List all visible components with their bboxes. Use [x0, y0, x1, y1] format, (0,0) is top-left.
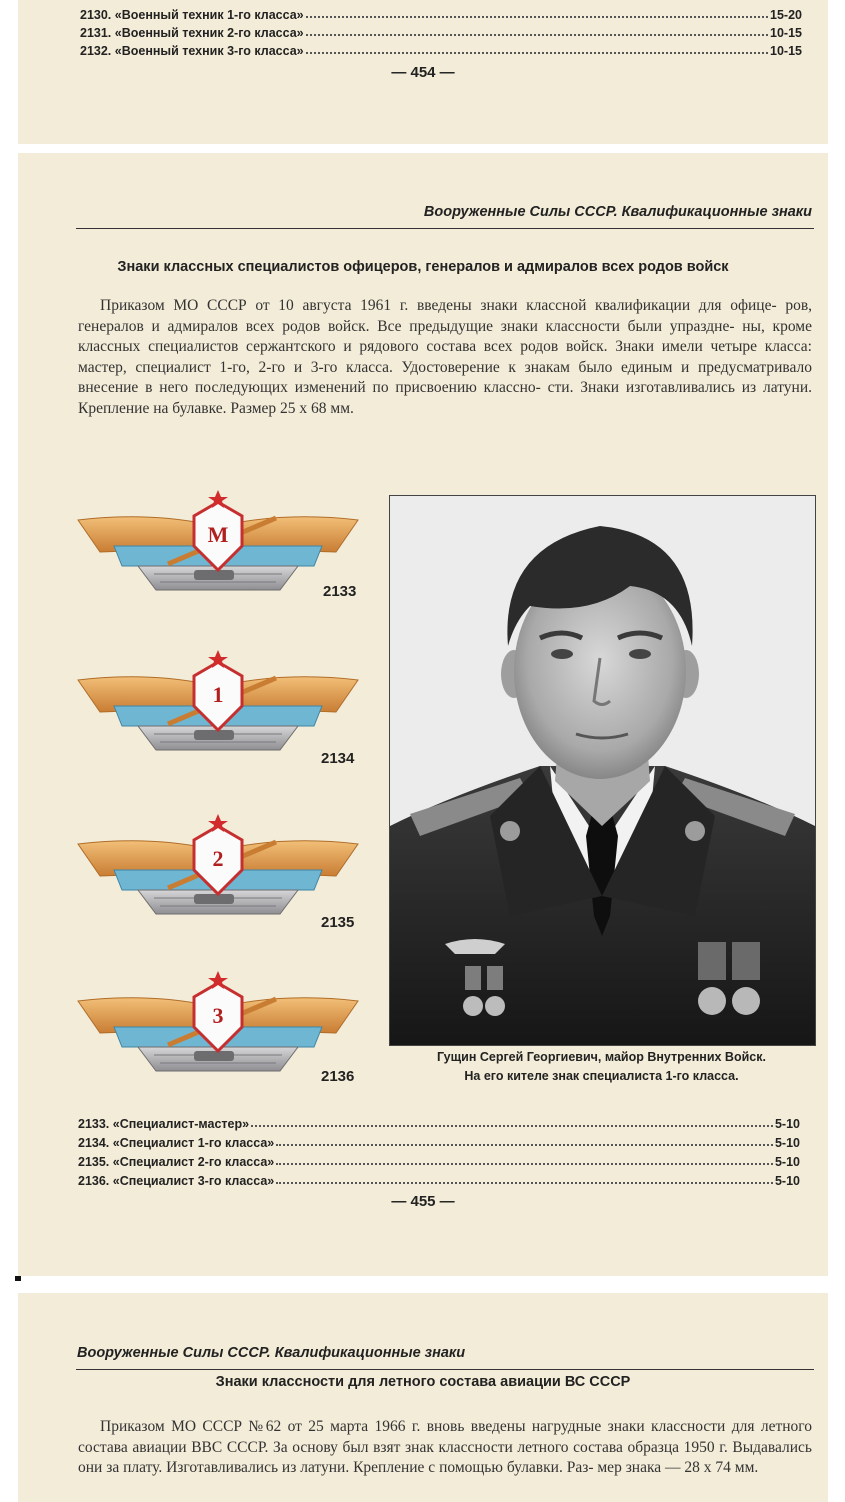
page-456	[18, 1293, 828, 1502]
running-head: Вооруженные Силы СССР. Квалификационные знаки	[77, 1345, 466, 1361]
badge-2134-image	[76, 650, 360, 760]
price-row-2133: 2133. «Специалист-мастер» 5-10	[78, 1117, 800, 1131]
page-edge-mark	[15, 1276, 21, 1281]
running-head: Вооруженные Силы СССР. Квалификационные знаки	[423, 204, 812, 220]
badge-number-2133: 2133	[323, 583, 357, 600]
price-row-2136: 2136. «Специалист 3-го класса» 5-10	[78, 1174, 800, 1188]
badge-2135-image	[76, 814, 360, 924]
price-row-2135: 2135. «Специалист 2-го класса» 5-10	[78, 1155, 800, 1169]
page-455	[18, 153, 828, 1276]
badge-symbol: 1	[212, 682, 224, 707]
portrait-photo	[389, 495, 816, 1046]
section-title: Знаки классности для летного состава авиации ВС СССР	[215, 1374, 631, 1390]
price-row-2134: 2134. «Специалист 1-го класса» 5-10	[78, 1136, 800, 1150]
page-number: — 455 —	[391, 1193, 455, 1210]
badge-number-2134: 2134	[321, 750, 355, 767]
badge-2133-image	[76, 490, 360, 600]
portrait-illustration	[390, 496, 815, 1045]
intro-paragraph: Приказом МО СССР от 10 августа 1961 г. введены знаки классной квалификации для офице- ров, генералов и адмиралов всех родов войск. Все предыдущие знаки классности были упраздне- ны, кроме классных специалистов сержантского и рядового состава всех родов войск. Знаки имели четыре класса: мастер, специалист 1-го, 2-го и 3-го класса. Удостоверение к знакам было единым и предусматривало внесение в него последующих изменений по присвоению классно- сти. Знаки изготавливались из латуни. Крепление на булавке. Размер 25 х 68 мм.	[78, 297, 813, 417]
price-row-2131: 2131. «Военный техник 2-го класса» 10-15	[80, 26, 802, 40]
price-row-2132: 2132. «Военный техник 3-го класса» 10-15	[80, 44, 802, 58]
badge-symbol: М	[207, 522, 229, 547]
photo-caption: Гущин Сергей Георгиевич, майор Внутренних Войск. На его кителе знак специалиста 1-го класса.	[437, 1050, 766, 1083]
header-rule	[76, 228, 814, 229]
page-454	[18, 0, 828, 144]
badge-symbol: 2	[212, 846, 224, 871]
intro-paragraph: Приказом МО СССР №62 от 25 марта 1966 г. вновь введены нагрудные знаки классности для летного состава авиации ВВС СССР. За основу был взят знак классности летного состава образца 1950 г. Выдавались они за плату. Изготавливались из латуни. Крепление с помощью булавки. Раз- мер знака — 28 х 74 мм.	[78, 1418, 812, 1477]
price-row-2130: 2130. «Военный техник 1-го класса» 15-20	[80, 8, 802, 22]
badge-number-2136: 2136	[321, 1068, 355, 1085]
page-number: — 454 —	[391, 64, 455, 81]
badge-2136-image	[76, 971, 360, 1081]
header-rule	[76, 1369, 814, 1370]
badge-number-2135: 2135	[321, 914, 355, 931]
badge-symbol: 3	[212, 1003, 224, 1028]
section-title: Знаки классных специалистов офицеров, генералов и адмиралов всех родов войск	[117, 259, 729, 275]
